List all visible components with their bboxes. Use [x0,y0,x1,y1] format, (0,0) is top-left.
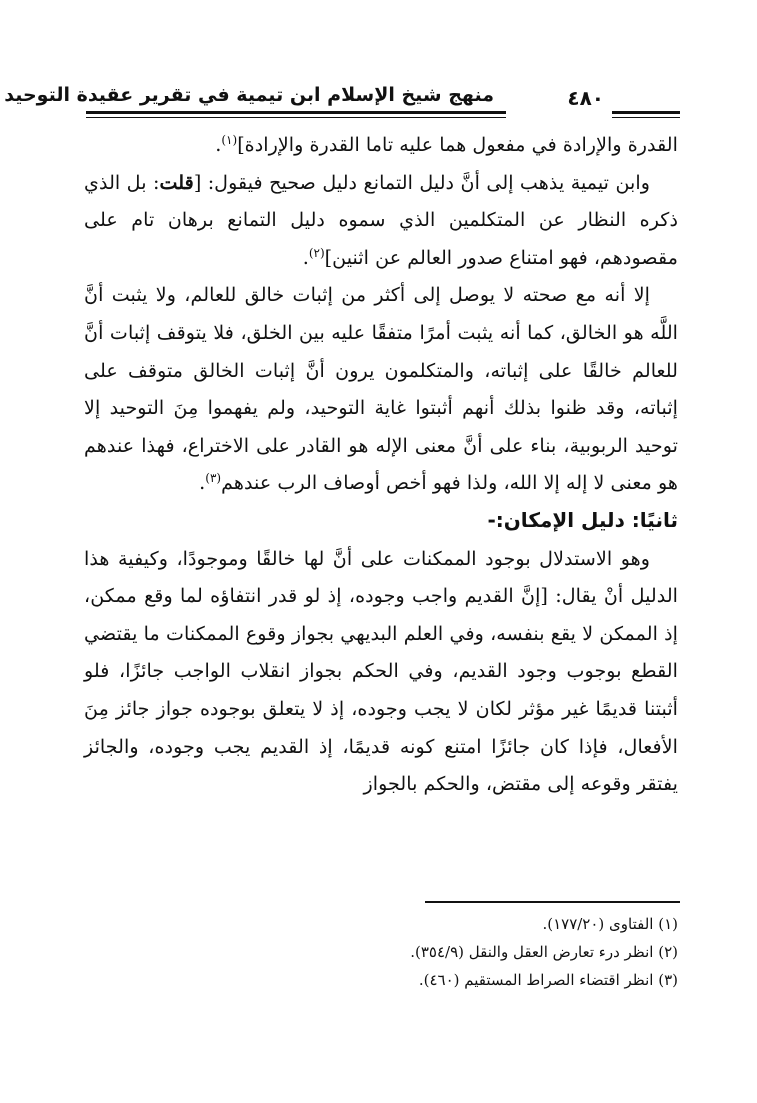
header-rule-thick [86,111,506,114]
header-rule-thin [86,117,506,118]
footnote-3: (٣) انظر اقتضاء الصراط المستقيم (٤٦٠). [418,971,678,989]
page-number: ٤٨٠ [567,86,604,110]
header-rule-right-thin [612,117,680,118]
header-rule-right-thick [612,111,680,114]
paragraph-2-lead: وابن تيمية يذهب إلى أنَّ دليل التمانع دليل صحيح فيقول: [ [193,170,650,194]
paragraph-4: وهو الاستدلال بوجود الممكنات على أنَّ لها خالقًا وموجودًا، وكيفية هذا الدليل أنْ يقال: [إنَّ القديم واجب وجوده، إذ لو قدر انتفاؤه لما وقع ممكن، إذ الممكن لا يقع بنفسه، وفي العلم البديهي بجواز وقوع الممكنات ما يقتضي القطع بوجوب وجود القديم، وفي الحكم بجواز انقلاب الواجب جائزًا، فلو أثبتنا قديمًا غير مؤثر لكان لا يجب وجوده، إذ لا يتعلق بوجوده جواز جائز مِنَ الأفعال، فإذا كان جائزًا امتنع كونه قديمًا، إذ القديم يجب وجوده، والجائز يفتقر وقوعه إلى مقتض، والحكم بالجواز [84,546,678,796]
footnote-ref-3: (٣) [205,471,222,486]
book-title: منهج شيخ الإسلام ابن تيمية في تقرير عقيدة التوحيد [4,84,494,106]
qult-term: قلت [159,170,194,194]
footnote-1: (١) الفتاوى (١٧٧/٢٠). [542,915,678,933]
footnote-ref-2: (٢) [308,245,325,260]
paragraph-1-end: . [215,133,222,156]
footnotes [300,910,678,994]
footnote-ref-1: (١) [221,133,238,147]
paragraph-2 [84,164,678,277]
main-text [84,126,678,803]
paragraph-2-rest: : بل الذي ذكره النظار عن المتكلمين الذي سموه دليل التمانع برهان تام على مقصودهم، فهو امتناع صدور العالم عن اثنين] [84,170,678,269]
paragraph-1-text: القدرة والإرادة في مفعول هما عليه تاما القدرة والإرادة] [237,133,678,156]
paragraph-2-end: . [302,245,309,269]
paragraph-3-end: . [199,471,206,495]
paragraph-3-text: إلا أنه مع صحته لا يوصل إلى أكثر من إثبات خالق للعالم، ولا يثبت أنَّ اللَّه هو الخالق، كما أنه يثبت أمرًا متفقًا عليه بين الخلق، فلا يتوقف إثبات أنَّ للعالم خالقًا على إثباته، والمتكلمون يرون أنَّ إثبات الخالق متوقف على إثباته، وقد ظنوا بذلك أنهم أثبتوا غاية التوحيد، ولم يفهموا مِنَ التوحيد إلا توحيد الربوبية، بناء على أنَّ معنى الإله هو القادر على الاختراع، فهذا عندهم هو معنى لا إله إلا الله، ولذا فهو أخص أوصاف الرب عندهم [84,283,678,495]
section-heading: ثانيًا: دليل الإمكان:- [487,507,678,532]
footnote-separator [425,901,680,903]
footnote-2: (٢) انظر درء تعارض العقل والنقل (٣٥٤/٩). [410,943,678,961]
paragraph-1 [84,126,678,164]
paragraph-3 [84,276,678,502]
